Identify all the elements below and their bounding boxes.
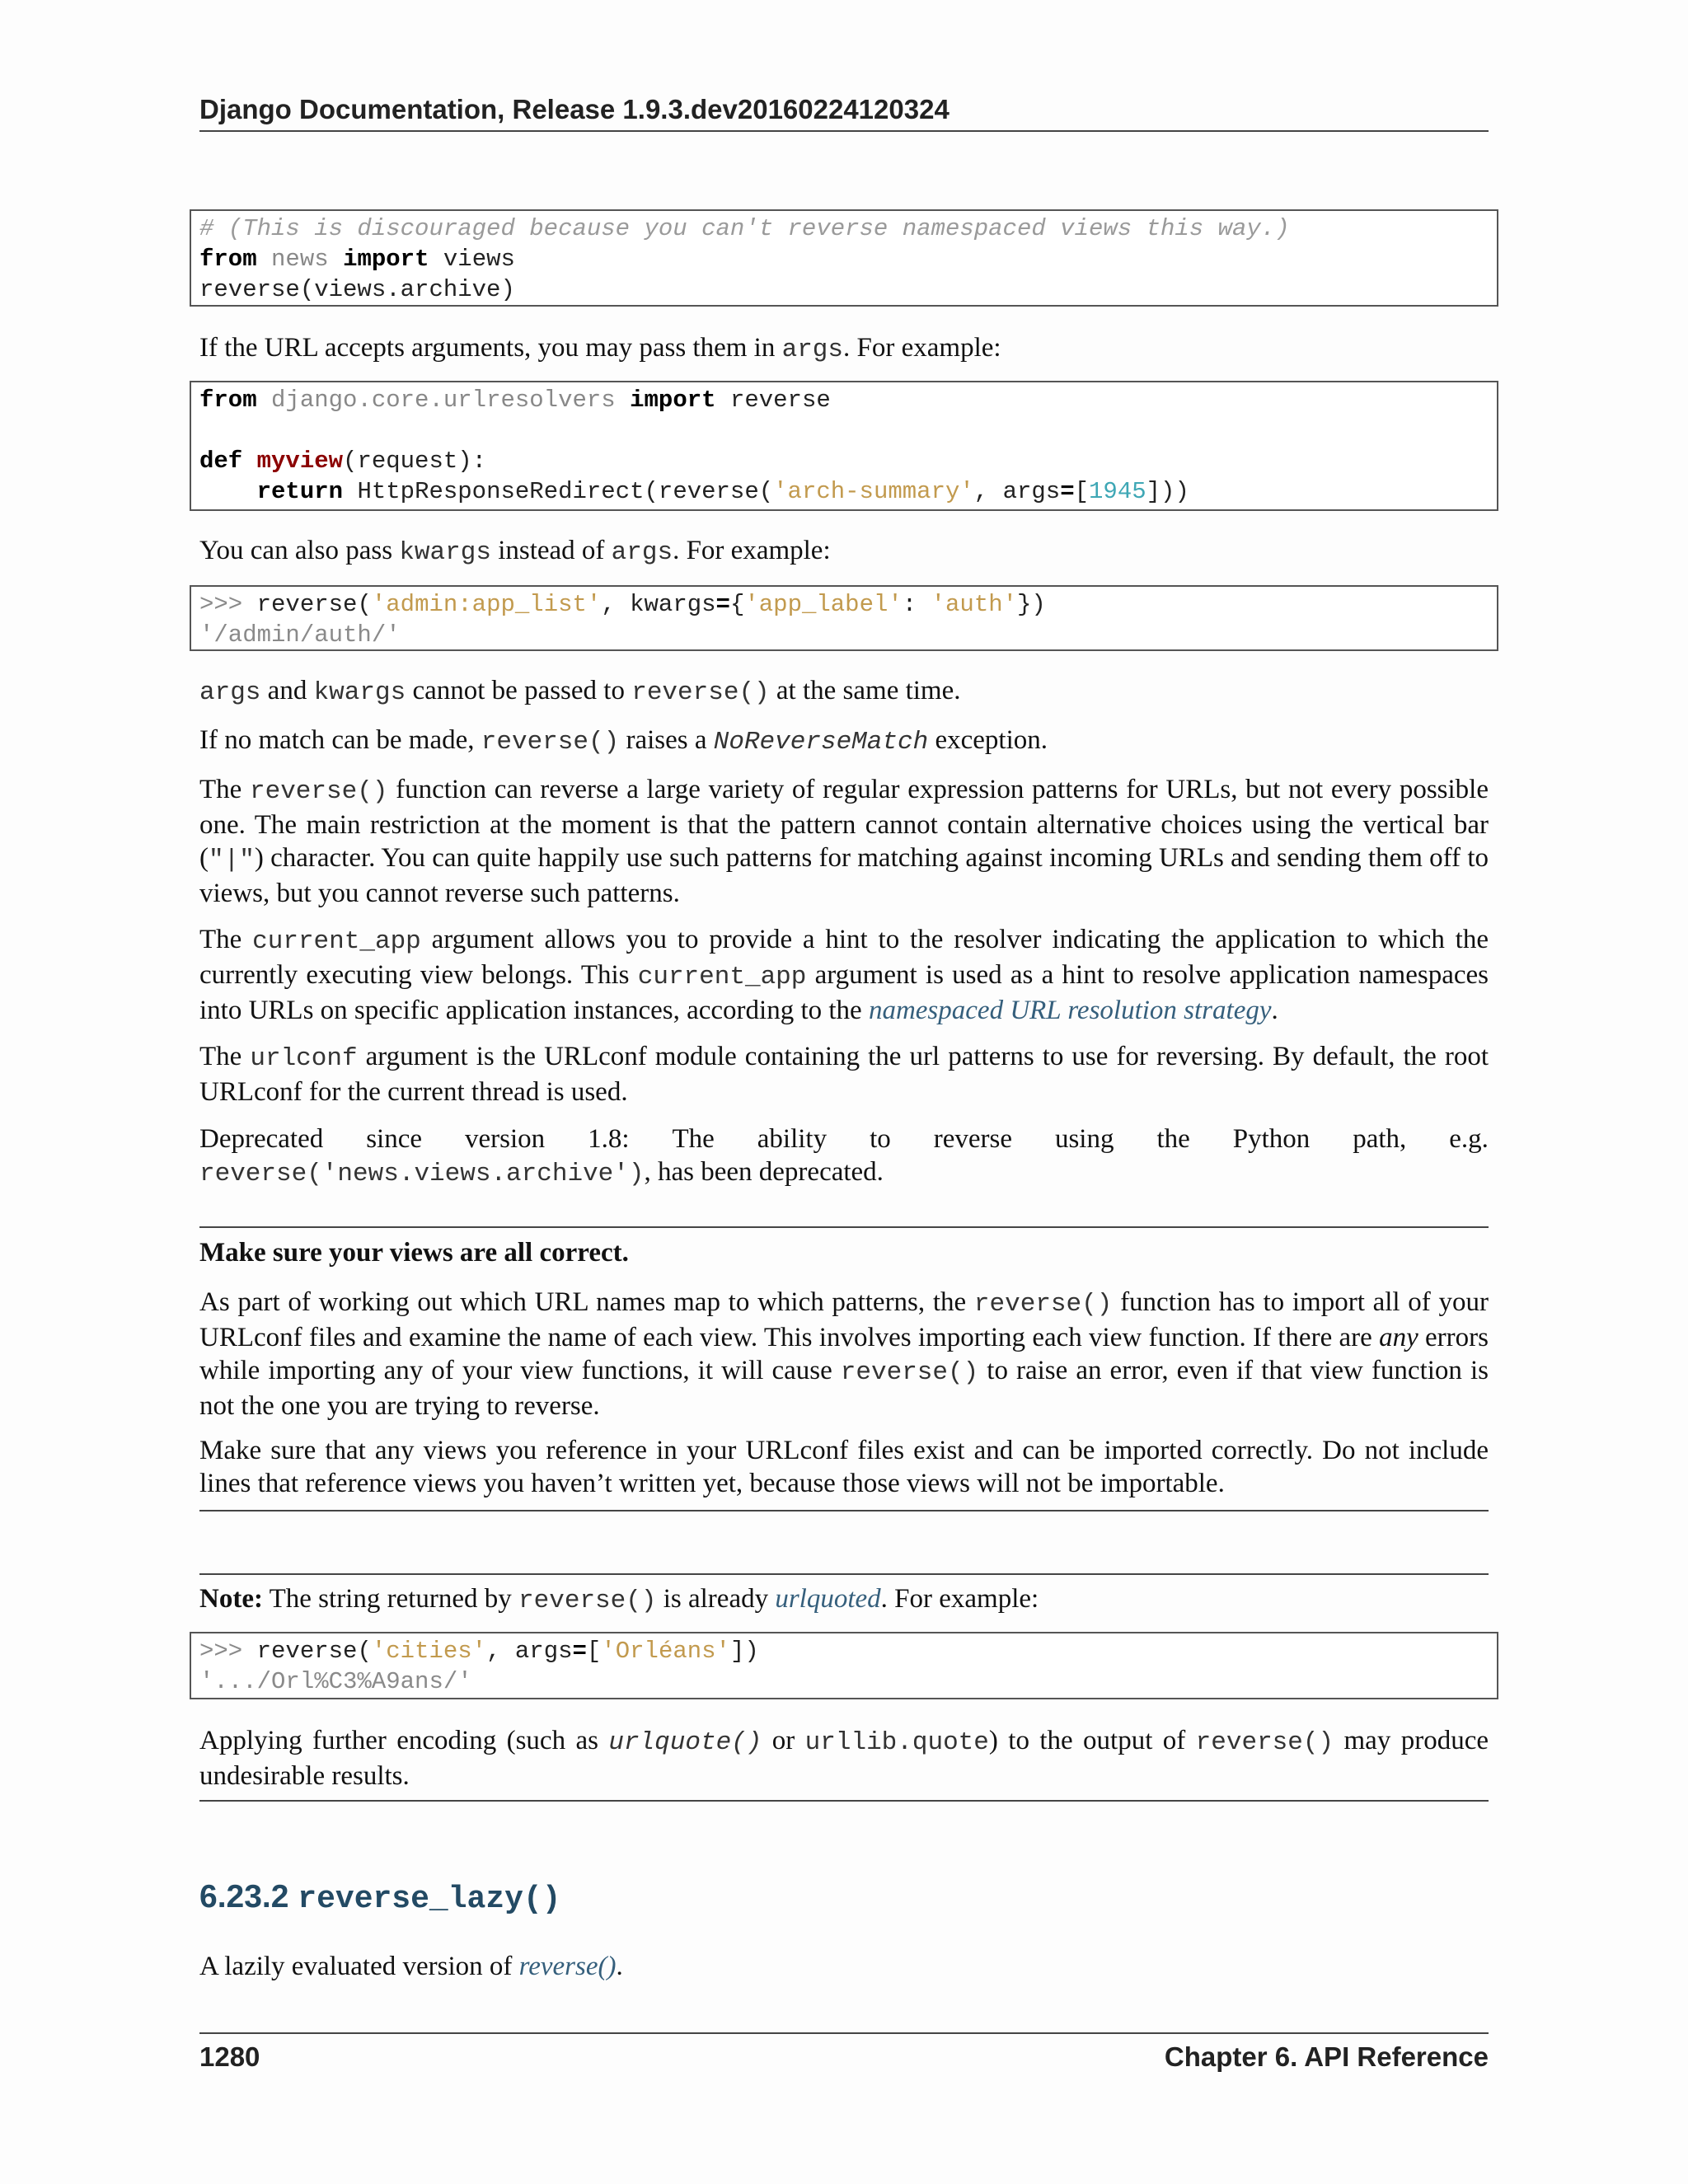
keyword-def: def	[199, 448, 243, 475]
text: The string returned by	[262, 1584, 519, 1614]
code-string: 'cities'	[371, 1638, 487, 1665]
running-header: Django Documentation, Release 1.9.3.dev20160224120324	[199, 94, 950, 124]
warning-title: Make sure your views are all correct.	[199, 1238, 629, 1268]
text: The	[199, 925, 253, 954]
paragraph-kwargs	[199, 534, 1489, 569]
code-block-urlquoted-example	[190, 1632, 1498, 1699]
inline-code: reverse()	[840, 1358, 979, 1387]
header-rule	[199, 130, 1489, 132]
inline-code: reverse()	[1195, 1728, 1334, 1757]
inline-code: reverse()	[631, 678, 770, 707]
word: version	[464, 1124, 546, 1154]
code-block-kwargs-example	[190, 585, 1498, 651]
paragraph-current-app	[199, 923, 1489, 1027]
section-number: 6.23.2	[199, 1879, 289, 1915]
text: . For example:	[673, 536, 831, 565]
text: argument is the URLconf module containing the url patterns to use for reversing. By default, the root URLconf for the current thread is used.	[199, 1042, 1489, 1107]
code-module: django.core.urlresolvers	[271, 387, 616, 414]
text: As part of working out which URL names map to which patterns, the	[199, 1287, 974, 1317]
deprecated-line	[199, 1122, 1489, 1155]
word: e.g.	[1449, 1124, 1489, 1154]
code-text: ])	[729, 1638, 759, 1665]
keyword-import: import	[630, 387, 716, 414]
code-string: 'auth'	[931, 591, 1018, 618]
code-number: 1945	[1089, 478, 1146, 505]
inline-code: reverse()	[973, 1290, 1113, 1319]
emphasis: any	[1379, 1323, 1418, 1352]
code-text: :	[902, 591, 931, 618]
deprecated-line-2	[199, 1155, 1489, 1191]
text: ) character. You can quite happily use such patterns for matching against incoming URLs and sending them off to views, but you cannot reverse such patterns.	[199, 843, 1489, 908]
code-operator: =	[1060, 478, 1075, 505]
text: is already	[656, 1584, 776, 1614]
section-heading	[199, 1879, 561, 1917]
word: 1.8:	[588, 1124, 630, 1154]
word: ability	[757, 1124, 828, 1154]
keyword-from: from	[199, 246, 257, 273]
inline-code: args	[781, 335, 844, 364]
text: Applying further encoding (such as	[199, 1726, 609, 1755]
word: using	[1054, 1124, 1114, 1154]
page-number: 1280	[199, 2041, 260, 2072]
note-paragraph-2	[199, 1724, 1489, 1793]
code-call: reverse(	[242, 1638, 372, 1665]
inline-code: current_app	[637, 963, 807, 991]
code-string: 'Orléans'	[601, 1638, 730, 1665]
word: to	[870, 1124, 891, 1154]
code-call: reverse(views.archive)	[199, 276, 515, 303]
text: The	[199, 1042, 251, 1071]
code-params: (request):	[343, 448, 487, 475]
paragraph-args	[199, 331, 1489, 367]
keyword-import: import	[343, 246, 429, 273]
text: , has been deprecated.	[644, 1157, 884, 1187]
word: reverse	[933, 1124, 1012, 1154]
note-top-rule	[199, 1573, 1489, 1575]
console-output: '.../Orl%C3%A9ans/'	[199, 1668, 472, 1695]
code-text: , args	[973, 478, 1061, 505]
inline-code: kwargs	[399, 538, 491, 567]
note-paragraph	[199, 1582, 1489, 1618]
noreversematch-link[interactable]: NoReverseMatch	[713, 728, 929, 757]
code-string: 'arch-summary'	[773, 478, 974, 505]
code-text: {	[729, 591, 745, 618]
keyword-return: return	[256, 478, 344, 505]
code-block-myview	[190, 381, 1498, 511]
text: argument allows you to provide a hint to the resolver indicating the application to which the currently executing view belongs. This	[199, 925, 1489, 990]
word: Deprecated	[199, 1124, 324, 1154]
text: If no match can be made,	[199, 725, 481, 755]
text: .	[1271, 996, 1278, 1025]
reverse-link[interactable]: reverse()	[518, 1952, 617, 1981]
text: .	[616, 1952, 623, 1981]
note-bottom-rule	[199, 1800, 1489, 1802]
function-name: myview	[256, 448, 344, 475]
inline-code: args	[199, 678, 261, 707]
inline-code: current_app	[252, 927, 421, 956]
text: . For example:	[843, 333, 1001, 363]
chapter-title: Chapter 6. API Reference	[1164, 2041, 1489, 2072]
text: may produce undesirable results.	[199, 1726, 1489, 1791]
text: argument is used as a hint to resolve application namespaces into URLs on specific application instances, according to the	[199, 960, 1489, 1025]
urlquote-link[interactable]: urlquote()	[608, 1728, 762, 1757]
text: If the URL accepts arguments, you may pass them in	[199, 333, 782, 363]
word: The	[672, 1124, 715, 1154]
code-text: })	[1017, 591, 1046, 618]
inline-code: urlconf	[250, 1044, 358, 1073]
warning-paragraph-2: Make sure that any views you reference in your URLconf files exist and can be imported correctly. Do not include lines that reference views you haven’t written yet, because those views will not be importable.	[199, 1436, 1489, 1498]
code-text: , args	[486, 1638, 573, 1665]
text: errors while importing any of your view functions, it will cause	[199, 1323, 1489, 1385]
code-comment: # (This is discouraged because you can't reverse namespaced views this way.)	[199, 215, 1290, 242]
code-block-import-views	[190, 209, 1498, 307]
word: the	[1156, 1124, 1190, 1154]
code-operator: =	[572, 1638, 587, 1665]
code-text: [	[1074, 478, 1090, 505]
text: ) to the output of	[988, 1726, 1196, 1755]
text: to raise an error, even if that view function is not the one you are trying to reverse.	[199, 1356, 1489, 1421]
footer-rule	[199, 2032, 1489, 2034]
code-string: 'admin:app_list'	[371, 591, 602, 618]
inline-code: reverse('news.views.archive')	[199, 1160, 645, 1188]
console-prompt: >>>	[199, 591, 243, 618]
code-text: [	[586, 1638, 602, 1665]
code-string: 'app_label'	[744, 591, 903, 618]
warning-paragraph-1	[199, 1286, 1489, 1422]
paragraph-same-time	[199, 674, 1489, 710]
code-text: ]))	[1146, 478, 1189, 505]
console-output: '/admin/auth/'	[199, 621, 401, 649]
word: Python	[1232, 1124, 1311, 1154]
text: at the same time.	[769, 676, 961, 705]
keyword-from: from	[199, 387, 257, 414]
inline-code: kwargs	[313, 678, 406, 707]
inline-code: reverse()	[481, 728, 620, 757]
text: and	[260, 676, 314, 705]
text: cannot be passed to	[406, 676, 632, 705]
paragraph-deprecated	[199, 1122, 1489, 1191]
code-operator: =	[715, 591, 730, 618]
paragraph-no-match	[199, 724, 1489, 759]
inline-code: urllib.quote	[804, 1728, 989, 1757]
inline-code: reverse()	[518, 1586, 657, 1615]
text: The	[199, 775, 250, 804]
code-name: reverse	[729, 387, 831, 414]
word: since	[366, 1124, 423, 1154]
note-label: Note:	[199, 1584, 263, 1614]
text: function has to import all of your URLconf files and examine the name of each view. This involves importing each view function. If there are	[199, 1287, 1489, 1352]
text: instead of	[490, 536, 612, 565]
text: raises a	[619, 725, 714, 755]
word: path,	[1353, 1124, 1407, 1154]
paragraph-variety	[199, 773, 1489, 910]
code-name: views	[443, 246, 515, 273]
inline-code: reverse()	[250, 777, 388, 806]
text: or	[762, 1726, 805, 1755]
code-call: HttpResponseRedirect(reverse(	[357, 478, 774, 505]
text: A lazily evaluated version of	[199, 1952, 519, 1981]
section-code: reverse_lazy()	[298, 1882, 561, 1917]
code-text: , kwargs	[601, 591, 716, 618]
namespaced-url-resolution-link[interactable]: namespaced URL resolution strategy	[868, 996, 1272, 1025]
code-module: news	[271, 246, 329, 273]
warning-top-rule	[199, 1226, 1489, 1228]
text: function can reverse a large variety of regular expression patterns for URLs, but not every possible one. The main restriction at the moment is that the pattern cannot contain alternative choices using the vertical bar (	[199, 775, 1489, 873]
urlquoted-link[interactable]: urlquoted	[775, 1584, 881, 1614]
inline-code: args	[611, 538, 673, 567]
inline-code: "|"	[209, 846, 255, 874]
code-call: reverse(	[242, 591, 372, 618]
paragraph-urlconf	[199, 1040, 1489, 1108]
console-prompt: >>>	[199, 1638, 243, 1665]
warning-bottom-rule	[199, 1510, 1489, 1511]
text: . For example:	[880, 1584, 1039, 1614]
text: You can also pass	[199, 536, 400, 565]
text: exception.	[928, 725, 1048, 755]
paragraph-lazy	[199, 1950, 1489, 1983]
